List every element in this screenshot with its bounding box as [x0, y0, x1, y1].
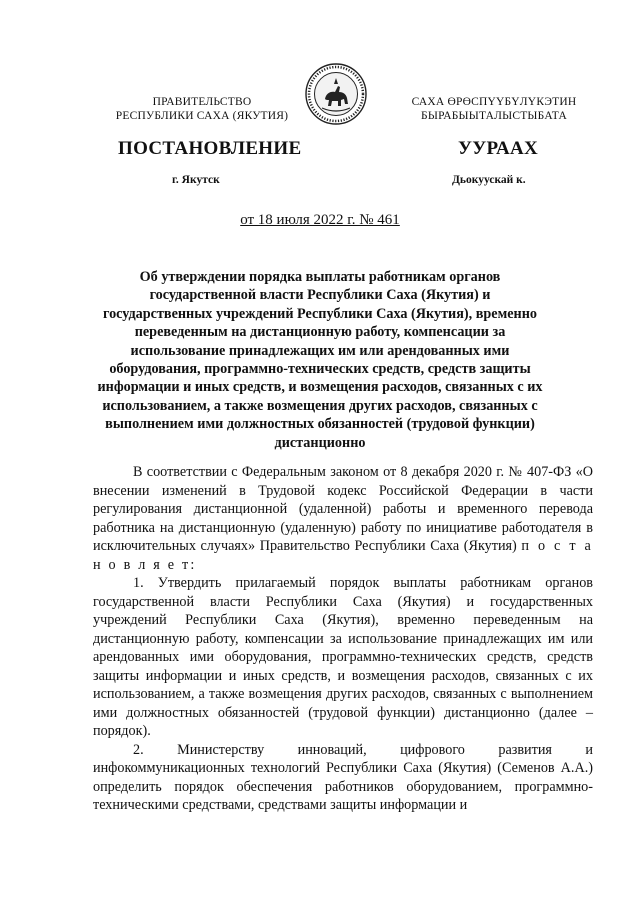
city-sah: Дьокуускай к. — [452, 174, 526, 186]
republic-emblem-icon — [304, 62, 368, 126]
issuer-sah-line2: БЫРАБЫЫТАЛЫСТЫБАТА — [421, 110, 567, 122]
city-ru: г. Якутск — [172, 174, 220, 186]
issuer-ru-line2: РЕСПУБЛИКИ САХА (ЯКУТИЯ) — [115, 110, 289, 122]
document-title: Об утверждении порядка выплаты работникам органов государственной власти Республики Саха (Якутия) и государственных учреждений Республики Саха (Якутия), временно переведенным на дистанционную работу, компенсации за использование принадлежащих им или арендованных ими оборудования, программно-технических средств, средств защиты информации и иных средств, и возмещения расходов, связанных с их использованием, а также возмещения других расходов, связанных с выполнением ими должностных обязанностей (трудовой функции) дистанционно — [97, 269, 543, 451]
doc-type-ru: ПОСТАНОВЛЕНИЕ — [118, 138, 302, 159]
issuer-sah — [384, 95, 604, 123]
doc-type-sah: УУРААХ — [458, 138, 539, 159]
item-1: 1. Утвердить прилагаемый порядок выплаты работникам органов государственной власти Республики Саха (Якутия) и государственных учреждений Республики Саха (Якутия), временно переведенным на дистанционную работу, компенсации за использование принадлежащих им или арендованных ими оборудования, программно-технических средств, средств защиты информации и иных средств, и возмещения расходов, связанных с их использованием, а также возмещения других расходов, связанных с выполнением ими должностных обязанностей (трудовой функции) дистанционно (далее – порядок). — [93, 575, 593, 739]
intro-text: В соответствии с Федеральным законом от 8 декабря 2020 г. № 407-ФЗ «О внесении изменений в Трудовой кодекс Российской Федерации в части регулирования дистанционной (удаленной) работы и временного перевода работника на дистанционную (удаленную) работу по инициативе работодателя в исключительных случаях» Правительство Республики Саха (Якутия) — [93, 464, 593, 554]
resolves-text: п о с т а н о в л я е т: — [93, 538, 593, 573]
issuer-ru-line1: ПРАВИТЕЛЬСТВО — [152, 96, 252, 108]
date-and-number: от 18 июля 2022 г. № 461 — [240, 212, 400, 228]
intro-paragraph — [93, 463, 593, 574]
item-2: 2. Министерству инноваций, цифрового развития и инфокоммуникационных технологий Республики Саха (Якутия) (Семенов А.А.) определить порядок обеспечения работников оборудованием, программно-техническими средствами, средствами защиты информации и — [93, 741, 593, 813]
issuer-sah-line1: САХА ӨРӨСПҮҮБҮЛҮКЭТИН — [411, 96, 577, 108]
document-body — [93, 463, 593, 815]
issuer-ru — [92, 95, 312, 123]
